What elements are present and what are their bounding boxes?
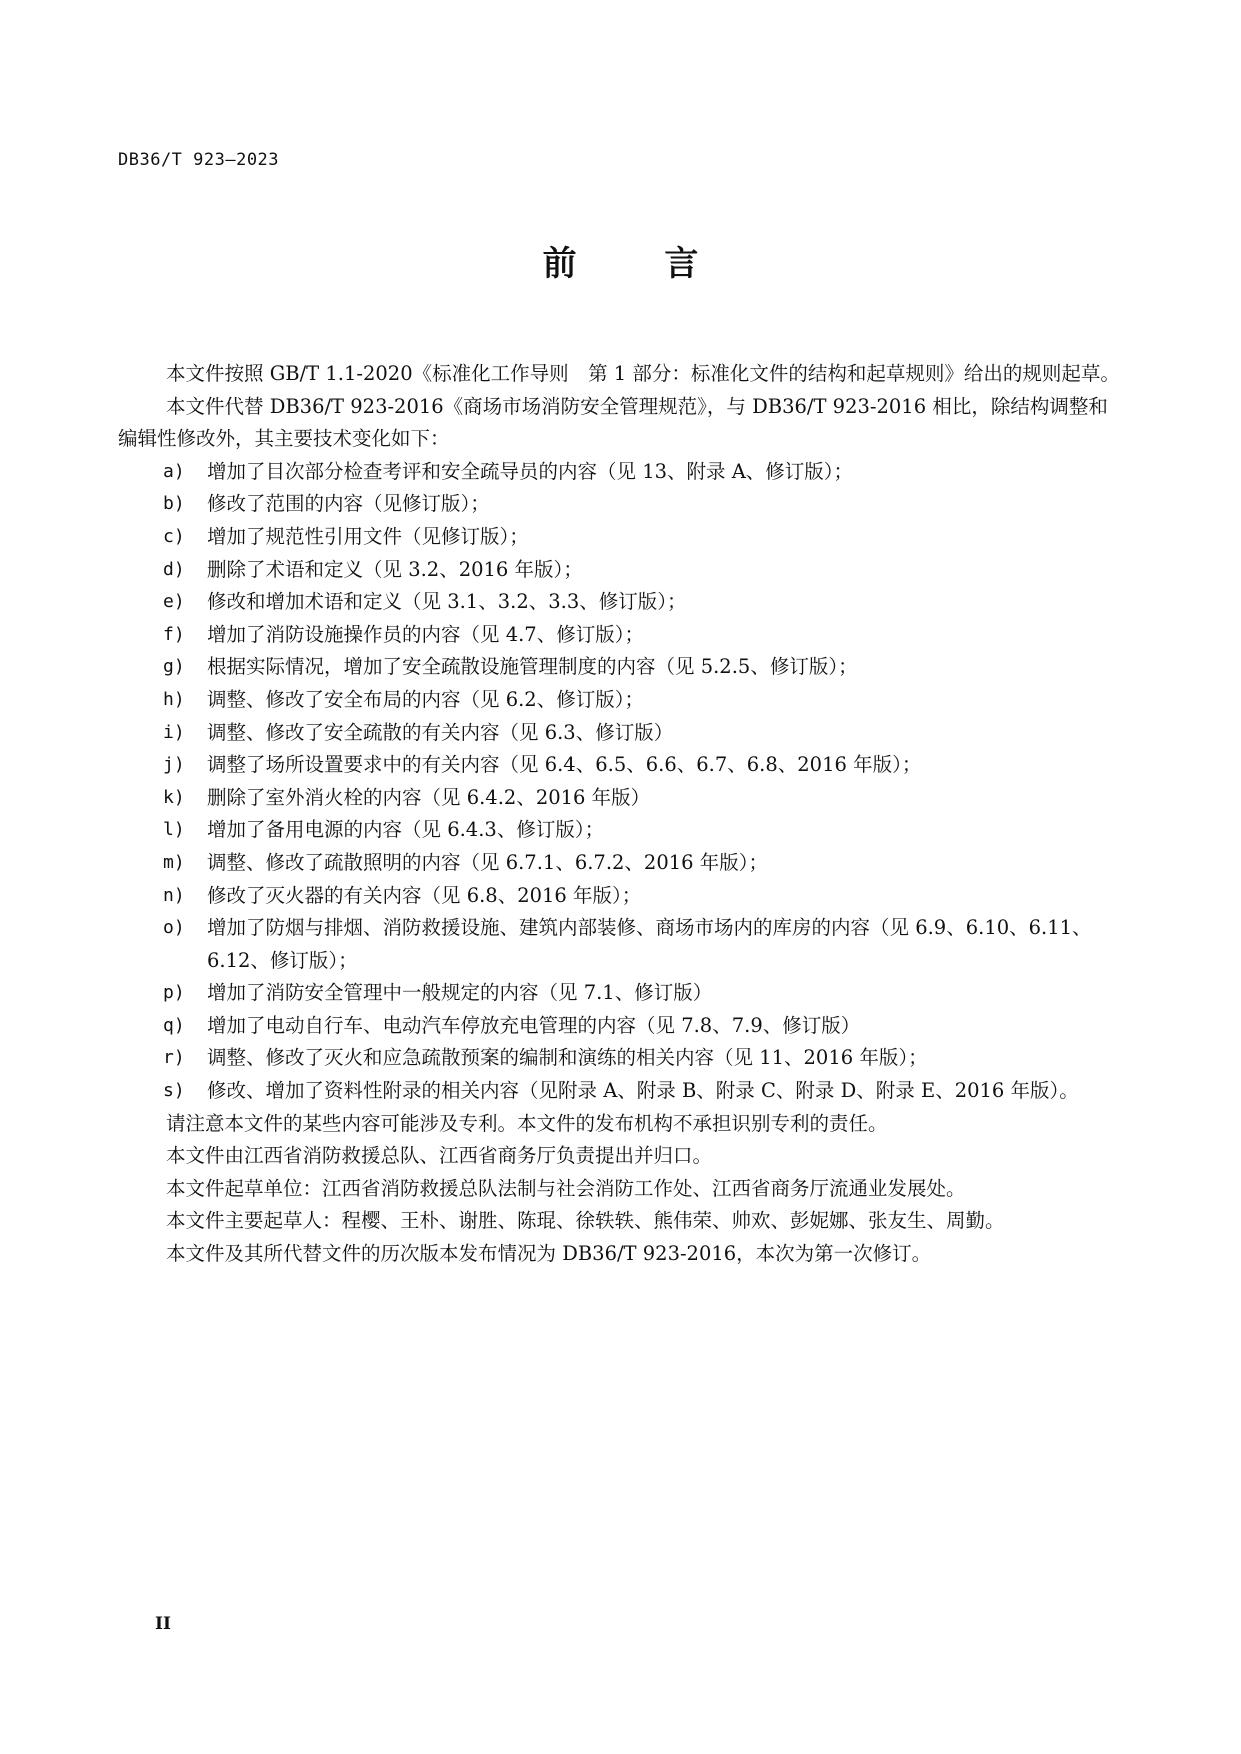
list-item <box>118 684 1123 717</box>
list-item <box>118 717 1123 750</box>
closing-paragraph: 本文件由江西省消防救援总队、江西省商务厅负责提出并归口。 <box>166 1144 713 1168</box>
list-text: 修改了灭火器的有关内容（见 6.8、2016 年版）； <box>207 883 642 907</box>
list-item <box>118 554 1123 587</box>
list-marker: h) <box>163 688 185 710</box>
list-marker: r) <box>163 1047 185 1069</box>
list-text: 增加了目次部分检查考评和安全疏导员的内容（见 13、附录 A、修订版）； <box>207 459 854 483</box>
list-item <box>118 456 1123 489</box>
closing-paragraph: 本文件主要起草人：程樱、王朴、谢胜、陈琨、徐轶轶、熊伟荣、帅欢、彭妮娜、张友生、周勤。 <box>166 1209 1005 1233</box>
list-marker: k) <box>163 786 185 808</box>
closing-paragraph: 本文件及其所代替文件的历次版本发布情况为 DB36/T 923-2016，本次为第一次修订。 <box>166 1242 932 1266</box>
intro-paragraph: 本文件代替 DB36/T 923-2016《商场市场消防安全管理规范》，与 DB36/T 923-2016 相比，除结构调整和编辑性修改外，其主要技术变化如下： <box>118 394 1108 451</box>
list-marker: a) <box>163 460 185 482</box>
list-marker: j) <box>163 754 185 776</box>
list-text: 修改了范围的内容（见修订版）； <box>207 492 490 516</box>
list-marker: s) <box>163 1080 185 1102</box>
list-marker: o) <box>163 917 185 939</box>
list-text: 删除了室外消火栓的内容（见 6.4.2、2016 年版） <box>207 785 651 809</box>
list-item <box>118 912 1123 977</box>
list-item <box>118 880 1123 913</box>
list-item <box>118 749 1123 782</box>
closing-paragraph: 请注意本文件的某些内容可能涉及专利。本文件的发布机构不承担识别专利的责任。 <box>166 1111 888 1135</box>
list-text: 调整了场所设置要求中的有关内容（见 6.4、6.5、6.6、6.7、6.8、2016 年版）； <box>207 753 922 777</box>
list-marker: f) <box>163 623 185 645</box>
list-marker: e) <box>163 591 185 613</box>
list-item <box>118 651 1123 684</box>
list-text: 增加了防烟与排烟、消防救援设施、建筑内部装修、商场市场内的库房的内容（见 6.9、6.10、6.11、6.12、修订版）； <box>207 916 1092 972</box>
list-marker: n) <box>163 884 185 906</box>
list-text: 根据实际情况，增加了安全疏散设施管理制度的内容（见 5.2.5、修订版）； <box>207 655 858 679</box>
list-text: 调整、修改了安全布局的内容（见 6.2、修订版）； <box>207 687 644 711</box>
list-marker: b) <box>163 493 185 515</box>
list-text: 增加了消防安全管理中一般规定的内容（见 7.1、修订版） <box>207 981 713 1005</box>
document-body <box>118 358 1123 1271</box>
list-text: 修改、增加了资料性附录的相关内容（见附录 A、附录 B、附录 C、附录 D、附录 E、2016 年版）。 <box>207 1079 1079 1103</box>
page-number: II <box>155 1614 171 1634</box>
list-text: 增加了规范性引用文件（见修订版）； <box>207 524 529 548</box>
list-marker: q) <box>163 1014 185 1036</box>
list-item <box>118 977 1123 1010</box>
list-marker: l) <box>163 819 185 841</box>
list-marker: d) <box>163 558 185 580</box>
changes-list <box>118 456 1123 1108</box>
list-text: 调整、修改了安全疏散的有关内容（见 6.3、修订版） <box>207 720 674 744</box>
list-item <box>118 619 1123 652</box>
list-item <box>118 1010 1123 1043</box>
list-marker: g) <box>163 656 185 678</box>
list-text: 增加了消防设施操作员的内容（见 4.7、修订版）； <box>207 622 644 646</box>
list-marker: c) <box>163 525 185 547</box>
closing-paragraph: 本文件起草单位：江西省消防救援总队法制与社会消防工作处、江西省商务厅流通业发展处。 <box>166 1176 966 1200</box>
list-item <box>118 1042 1123 1075</box>
list-item <box>118 1075 1123 1108</box>
list-marker: m) <box>163 851 185 873</box>
standard-code: DB36/T 923—2023 <box>118 150 280 170</box>
list-item <box>118 814 1123 847</box>
list-text: 修改和增加术语和定义（见 3.1、3.2、3.3、修订版）； <box>207 590 687 614</box>
list-item <box>118 586 1123 619</box>
list-marker: p) <box>163 982 185 1004</box>
list-item <box>118 488 1123 521</box>
list-item <box>118 847 1123 880</box>
list-marker: i) <box>163 721 185 743</box>
page-title: 前 言 <box>542 244 737 284</box>
list-text: 调整、修改了灭火和应急疏散预案的编制和演练的相关内容（见 11、2016 年版）； <box>207 1046 928 1070</box>
list-item <box>118 521 1123 554</box>
list-text: 增加了备用电源的内容（见 6.4.3、修订版）； <box>207 818 605 842</box>
list-text: 增加了电动自行车、电动汽车停放充电管理的内容（见 7.8、7.9、修订版） <box>207 1013 861 1037</box>
list-text: 删除了术语和定义（见 3.2、2016 年版）； <box>207 557 583 581</box>
list-item <box>118 782 1123 815</box>
intro-paragraph: 本文件按照 GB/T 1.1-2020《标准化工作导则 第 1 部分：标准化文件的结构和起草规则》给出的规则起草。 <box>166 362 1120 385</box>
list-text: 调整、修改了疏散照明的内容（见 6.7.1、6.7.2、2016 年版）； <box>207 850 769 874</box>
